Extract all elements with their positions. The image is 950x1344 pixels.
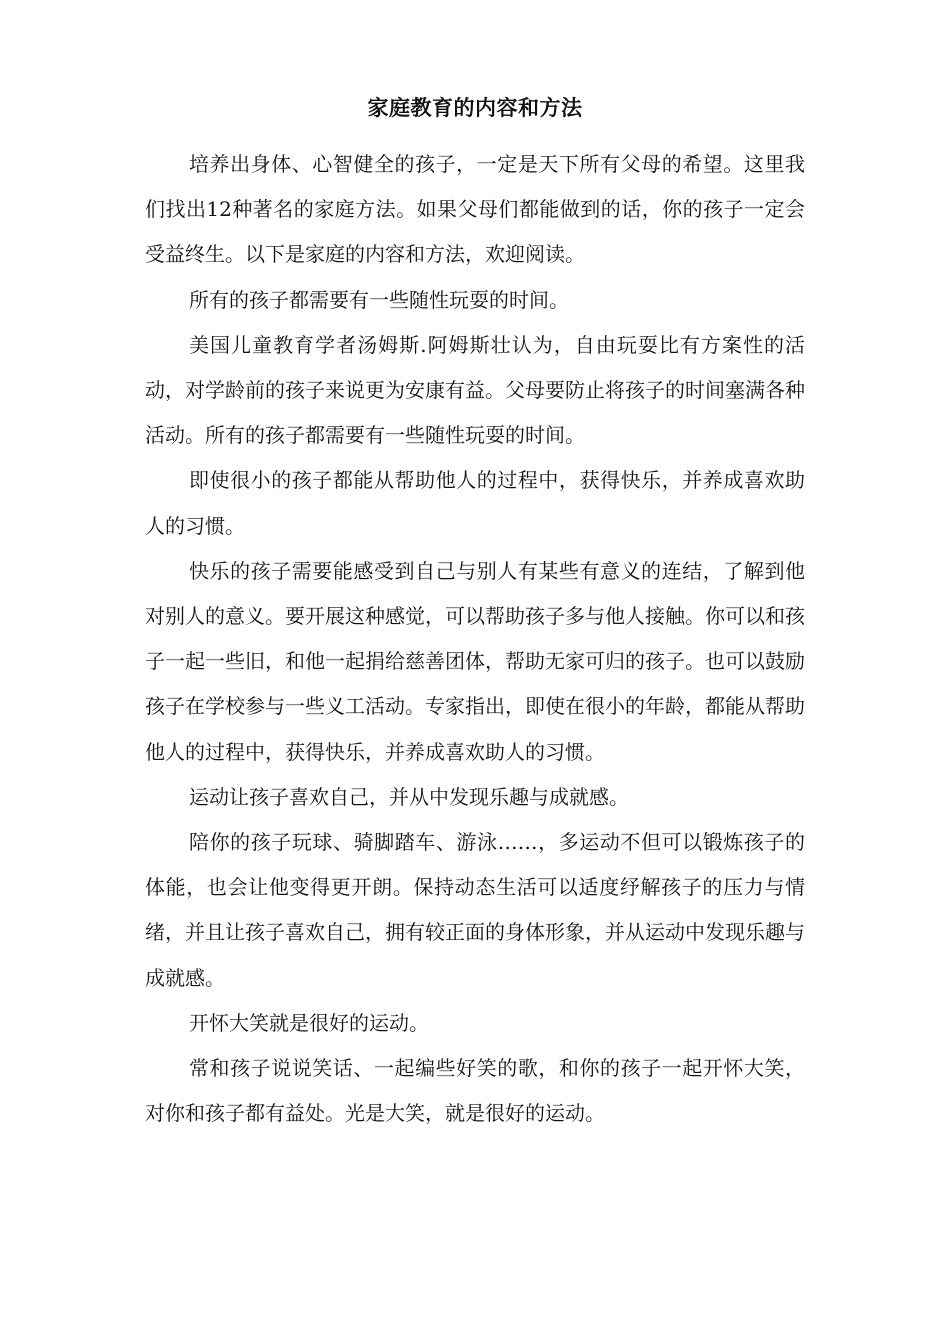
paragraph-exercise-heading: 运动让孩子喜欢自己，并从中发现乐趣与成就感。: [189, 784, 629, 809]
document-title: 家庭教育的内容和方法: [367, 95, 583, 120]
paragraph-laughter: 常和孩子说说笑话、一起编些好笑的歌，和你的孩子一起开怀大笑，对你和孩子都有益处。光是大笑，就是很好的运动。: [145, 1056, 805, 1126]
paragraph-helping: 快乐的孩子需要能感受到自己与别人有某些有意义的连结，了解到他对别人的意义。要开展这种感觉，可以帮助孩子多与他人接触。你可以和孩子一起一些旧，和他一起捐给慈善团体，帮助无家可归的孩子。也可以鼓励孩子在学校参与一些义工活动。专家指出，即使在很小的年龄，都能从帮助他人的过程中，获得快乐，并养成喜欢助人的习惯。: [145, 558, 805, 764]
paragraph-exercise: 陪你的孩子玩球、骑脚踏车、游泳……，多运动不但可以锻炼孩子的体能，也会让他变得更开朗。保持动态生活可以适度纾解孩子的压力与情绪，并且让孩子喜欢自己，拥有较正面的身体形象，并从运动中发现乐趣与成就感。: [145, 830, 805, 990]
document-body: [145, 142, 805, 1136]
paragraph-helping-heading: 即使很小的孩子都能从帮助他人的过程中，获得快乐，并养成喜欢助人的习惯。: [145, 468, 805, 538]
paragraph-free-play-heading: 所有的孩子都需要有一些随性玩耍的时间。: [189, 287, 569, 312]
paragraph-laughter-heading: 开怀大笑就是很好的运动。: [189, 1010, 429, 1035]
paragraph-intro: 培养出身体、心智健全的孩子，一定是天下所有父母的希望。这里我们找出12种著名的家庭方法。如果父母们都能做到的话，你的孩子一定会受益终生。以下是家庭的内容和方法，欢迎阅读。: [145, 152, 805, 267]
paragraph-free-play: 美国儿童教育学者汤姆斯.阿姆斯壮认为，自由玩耍比有方案性的活动，对学龄前的孩子来说更为安康有益。父母要防止将孩子的时间塞满各种活动。所有的孩子都需要有一些随性玩耍的时间。: [145, 332, 805, 448]
